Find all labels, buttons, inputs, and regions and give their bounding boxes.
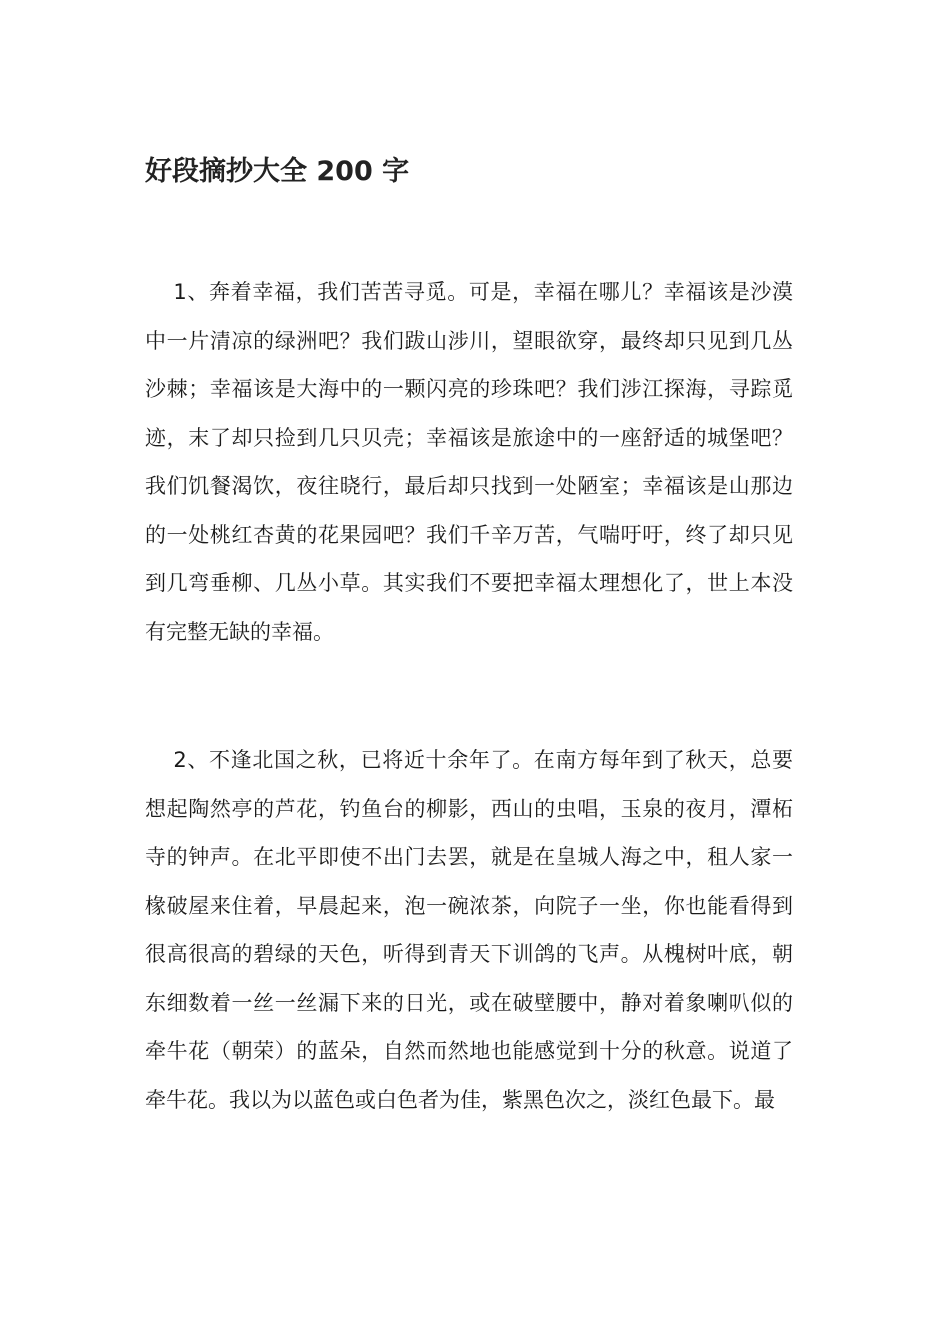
page-title: 好段摘抄大全 200 字 [145,156,410,187]
paragraph-1: 1、奔着幸福，我们苦苦寻觅。可是，幸福在哪儿？幸福该是沙漠中一片清凉的绿洲吧？我们跋山涉川，望眼欲穿，最终却只见到几丛沙棘；幸福该是大海中的一颗闪亮的珍珠吧？我们涉江探海，寻踪觅迹，末了却只捡到几只贝壳；幸福该是旅途中的一座舒适的城堡吧？我们饥餐渴饮，夜往晓行，最后却只找到一处陋室；幸福该是山那边的一处桃红杏黄的花果园吧？我们千辛万苦，气喘吁吁，终了却只见到几弯垂柳、几丛小草。其实我们不要把幸福太理想化了，世上本没有完整无缺的幸福。 [145,280,793,644]
paragraph-2: 2、不逢北国之秋，已将近十余年了。在南方每年到了秋天，总要想起陶然亭的芦花，钓鱼台的柳影，西山的虫唱，玉泉的夜月，潭柘寺的钟声。在北平即使不出门去罢，就是在皇城人海之中，租人家一椽破屋来住着，早晨起来，泡一碗浓茶，向院子一坐，你也能看得到很高很高的碧绿的天色，听得到青天下训鸽的飞声。从槐树叶底，朝东细数着一丝一丝漏下来的日光，或在破壁腰中，静对着象喇叭似的牵牛花（朝荣）的蓝朵，自然而然地也能感觉到十分的秋意。说道了牵牛花。我以为以蓝色或白色者为佳，紫黑色次之，淡红色最下。最 [145,748,793,1112]
